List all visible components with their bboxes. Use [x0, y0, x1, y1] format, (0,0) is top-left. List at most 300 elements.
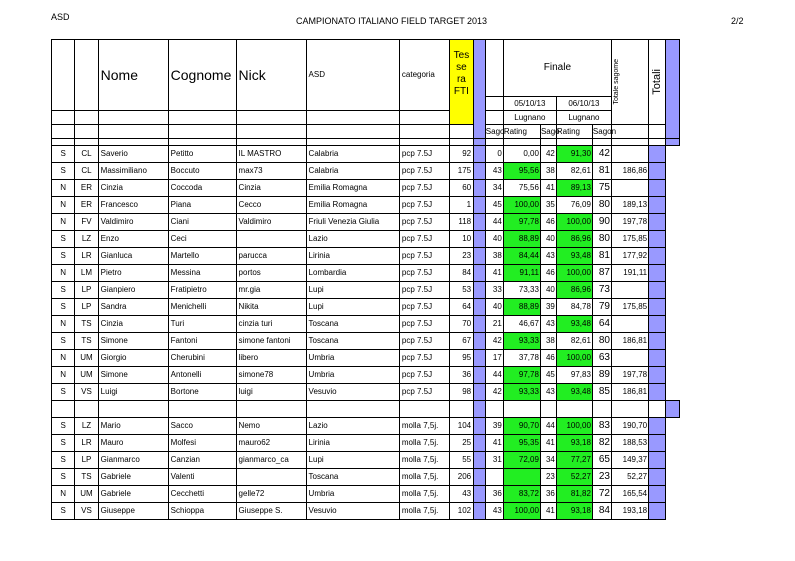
- cell-area: N: [52, 350, 75, 367]
- date-2: 06/10/13: [556, 97, 611, 111]
- cell-rating-1: 100,00: [503, 503, 540, 520]
- cell-nick: gelle72: [236, 486, 306, 503]
- cell-sago-1: 40: [485, 231, 503, 248]
- cell-nome: Simone: [98, 367, 168, 384]
- cell-categoria: molla 7,5j.: [399, 435, 449, 452]
- cell-region: UM: [75, 486, 98, 503]
- cell-sago-1: 39: [485, 418, 503, 435]
- cell-totale-sagome: 72: [592, 486, 611, 503]
- table-row: [52, 452, 680, 469]
- cell-asd: Lazio: [306, 231, 399, 248]
- cell-area: S: [52, 503, 75, 520]
- table-row: [52, 299, 680, 316]
- cell-rating-2: 93,18: [556, 503, 592, 520]
- cell-totali: 149,37: [612, 452, 649, 469]
- cell-cognome: Valenti: [168, 469, 236, 486]
- cell-totali: 197,78: [612, 367, 649, 384]
- cell-tessera: 70: [449, 316, 473, 333]
- cell-area: N: [52, 367, 75, 384]
- cell-rating-1: 75,56: [503, 180, 540, 197]
- cell-tessera: 25: [449, 435, 473, 452]
- cell-nick: libero: [236, 350, 306, 367]
- cell-asd: Calabria: [306, 163, 399, 180]
- cell-sago-2: 40: [540, 282, 556, 299]
- cell-nick: parucca: [236, 248, 306, 265]
- cell-region: VS: [75, 503, 98, 520]
- table-row: [52, 146, 680, 163]
- cell-nome: Pietro: [98, 265, 168, 282]
- cell-nick: simone fantoni: [236, 333, 306, 350]
- header-row-1: [52, 40, 680, 97]
- cell-categoria: molla 7,5j.: [399, 503, 449, 520]
- cell-totali: [612, 180, 649, 197]
- cell-region: LP: [75, 452, 98, 469]
- table-row: [52, 316, 680, 333]
- cell-nome: Massimiliano: [98, 163, 168, 180]
- cell-cognome: Molfesi: [168, 435, 236, 452]
- cell-nome: Gabriele: [98, 469, 168, 486]
- cell-tessera: 55: [449, 452, 473, 469]
- cell-rating-1: 93,33: [503, 384, 540, 401]
- cell-cognome: Messina: [168, 265, 236, 282]
- cell-totali: 186,81: [612, 333, 649, 350]
- cell-sago-2: 41: [540, 435, 556, 452]
- cell-sago-1: 17: [485, 350, 503, 367]
- loc-1: Lugnano: [503, 111, 556, 125]
- cell-nome: Gianluca: [98, 248, 168, 265]
- sub-sago-1: Sago: [485, 125, 503, 139]
- cell-sago-2: 46: [540, 214, 556, 231]
- cell-tessera: 104: [449, 418, 473, 435]
- table-row: [52, 418, 680, 435]
- cell-totale-sagome: 42: [592, 146, 611, 163]
- col-asd: ASD: [306, 40, 399, 111]
- cell-nick: mauro62: [236, 435, 306, 452]
- cell-cognome: Ciani: [168, 214, 236, 231]
- cell-cognome: Petitto: [168, 146, 236, 163]
- cell-sago-1: 44: [485, 214, 503, 231]
- cell-totali: 175,85: [612, 231, 649, 248]
- cell-rating-1: [503, 469, 540, 486]
- table-row: [52, 469, 680, 486]
- cell-totale-sagome: 83: [592, 418, 611, 435]
- cell-rating-1: 93,33: [503, 333, 540, 350]
- table-row: [52, 350, 680, 367]
- cell-nome: Sandra: [98, 299, 168, 316]
- cell-nick: max73: [236, 163, 306, 180]
- date-1: 05/10/13: [503, 97, 556, 111]
- table-row: [52, 435, 680, 452]
- cell-nome: Simone: [98, 333, 168, 350]
- cell-totali: 188,53: [612, 435, 649, 452]
- cell-rating-2: 93,48: [556, 248, 592, 265]
- cell-sago-1: 43: [485, 503, 503, 520]
- cell-totale-sagome: 87: [592, 265, 611, 282]
- cell-nick: [236, 231, 306, 248]
- cell-asd: Lazio: [306, 418, 399, 435]
- cell-nome: Valdimiro: [98, 214, 168, 231]
- cell-rating-1: 97,78: [503, 214, 540, 231]
- table-row: [52, 197, 680, 214]
- cell-categoria: pcp 7.5J: [399, 316, 449, 333]
- cell-sago-1: 31: [485, 452, 503, 469]
- cell-sago-2: 42: [540, 146, 556, 163]
- cell-totale-sagome: 80: [592, 231, 611, 248]
- cell-rating-2: 100,00: [556, 214, 592, 231]
- cell-sago-1: 21: [485, 316, 503, 333]
- cell-totali: 189,13: [612, 197, 649, 214]
- cell-sago-1: 38: [485, 248, 503, 265]
- cell-area: S: [52, 384, 75, 401]
- cell-sago-1: 33: [485, 282, 503, 299]
- cell-area: S: [52, 435, 75, 452]
- cell-cognome: Schioppa: [168, 503, 236, 520]
- cell-rating-2: 77,27: [556, 452, 592, 469]
- cell-totali: [612, 350, 649, 367]
- cell-tessera: 10: [449, 231, 473, 248]
- cell-cognome: Cherubini: [168, 350, 236, 367]
- cell-categoria: pcp 7.5J: [399, 214, 449, 231]
- cell-region: LR: [75, 435, 98, 452]
- cell-area: N: [52, 265, 75, 282]
- cell-rating-1: 88,89: [503, 231, 540, 248]
- cell-tessera: 118: [449, 214, 473, 231]
- header-left: ASD: [51, 12, 70, 22]
- cell-totali: 191,11: [612, 265, 649, 282]
- cell-sago-2: 38: [540, 333, 556, 350]
- cell-totale-sagome: 80: [592, 333, 611, 350]
- cell-asd: Lombardia: [306, 265, 399, 282]
- cell-rating-2: 93,48: [556, 316, 592, 333]
- cell-sago-2: 43: [540, 248, 556, 265]
- cell-rating-2: 84,78: [556, 299, 592, 316]
- cell-tessera: 102: [449, 503, 473, 520]
- cell-rating-2: 52,27: [556, 469, 592, 486]
- cell-nome: Francesco: [98, 197, 168, 214]
- cell-nick: Nemo: [236, 418, 306, 435]
- cell-region: CL: [75, 163, 98, 180]
- cell-sago-2: 44: [540, 418, 556, 435]
- cell-rating-1: 100,00: [503, 197, 540, 214]
- cell-area: S: [52, 469, 75, 486]
- cell-categoria: pcp 7.5J: [399, 163, 449, 180]
- cell-area: N: [52, 316, 75, 333]
- cell-totali: 175,85: [612, 299, 649, 316]
- cell-rating-2: 81,82: [556, 486, 592, 503]
- col-tessera: Tes se ra FTI: [449, 40, 473, 125]
- cell-sago-2: 46: [540, 350, 556, 367]
- cell-totali: [612, 146, 649, 163]
- cell-rating-1: 0,00: [503, 146, 540, 163]
- table-row: [52, 333, 680, 350]
- cell-nick: luigi: [236, 384, 306, 401]
- cell-asd: Vesuvio: [306, 384, 399, 401]
- cell-totale-sagome: 90: [592, 214, 611, 231]
- col-nick: Nick: [236, 40, 306, 111]
- cell-rating-1: 46,67: [503, 316, 540, 333]
- cell-region: ER: [75, 180, 98, 197]
- cell-rating-1: 72,09: [503, 452, 540, 469]
- cell-rating-1: 73,33: [503, 282, 540, 299]
- table-row: [52, 367, 680, 384]
- cell-totali: 190,70: [612, 418, 649, 435]
- cell-area: S: [52, 452, 75, 469]
- col-totali: Totali: [651, 69, 664, 95]
- cell-area: N: [52, 214, 75, 231]
- cell-area: S: [52, 231, 75, 248]
- cell-nick: simone78: [236, 367, 306, 384]
- cell-area: N: [52, 180, 75, 197]
- cell-rating-1: 95,35: [503, 435, 540, 452]
- cell-rating-2: 89,13: [556, 180, 592, 197]
- cell-nick: Valdimiro: [236, 214, 306, 231]
- cell-categoria: pcp 7.5J: [399, 265, 449, 282]
- cell-asd: Umbria: [306, 486, 399, 503]
- cell-tessera: 98: [449, 384, 473, 401]
- cell-tessera: 64: [449, 299, 473, 316]
- cell-area: S: [52, 146, 75, 163]
- cell-asd: Friuli Venezia Giulia: [306, 214, 399, 231]
- cell-totale-sagome: 81: [592, 163, 611, 180]
- cell-rating-1: 91,11: [503, 265, 540, 282]
- cell-region: LZ: [75, 231, 98, 248]
- cell-asd: Toscana: [306, 469, 399, 486]
- cell-cognome: Bortone: [168, 384, 236, 401]
- cell-sago-1: 44: [485, 367, 503, 384]
- cell-totale-sagome: 64: [592, 316, 611, 333]
- cell-sago-1: 42: [485, 333, 503, 350]
- cell-nick: Cecco: [236, 197, 306, 214]
- cell-totali: [612, 282, 649, 299]
- cell-nome: Saverio: [98, 146, 168, 163]
- cell-region: TS: [75, 469, 98, 486]
- cell-sago-1: 41: [485, 265, 503, 282]
- cell-area: S: [52, 248, 75, 265]
- cell-asd: Toscana: [306, 333, 399, 350]
- cell-sago-2: 23: [540, 469, 556, 486]
- cell-nick: gianmarco_ca: [236, 452, 306, 469]
- cell-categoria: pcp 7.5J: [399, 146, 449, 163]
- cell-totali: 177,92: [612, 248, 649, 265]
- cell-rating-2: 82,61: [556, 163, 592, 180]
- cell-sago-2: 40: [540, 231, 556, 248]
- cell-tessera: 36: [449, 367, 473, 384]
- table-row: [52, 486, 680, 503]
- cell-asd: Umbria: [306, 350, 399, 367]
- cell-region: ER: [75, 197, 98, 214]
- cell-totale-sagome: 23: [592, 469, 611, 486]
- cell-rating-1: 95,56: [503, 163, 540, 180]
- cell-rating-2: 93,48: [556, 384, 592, 401]
- col-totale-sagome: Totale sagome: [613, 59, 620, 105]
- table-row: [52, 180, 680, 197]
- cell-totale-sagome: 63: [592, 350, 611, 367]
- loc-2: Lugnano: [556, 111, 611, 125]
- cell-nick: cinzia turi: [236, 316, 306, 333]
- cell-categoria: pcp 7.5J: [399, 197, 449, 214]
- cell-nome: Gianmarco: [98, 452, 168, 469]
- cell-categoria: pcp 7.5J: [399, 384, 449, 401]
- cell-nome: Luigi: [98, 384, 168, 401]
- page-number: 2/2: [731, 16, 744, 26]
- cell-sago-1: 36: [485, 486, 503, 503]
- cell-region: CL: [75, 146, 98, 163]
- cell-nick: Nikita: [236, 299, 306, 316]
- cell-cognome: Boccuto: [168, 163, 236, 180]
- cell-cognome: Cecchetti: [168, 486, 236, 503]
- cell-sago-1: 34: [485, 180, 503, 197]
- cell-asd: Lirinia: [306, 435, 399, 452]
- cell-sago-2: 38: [540, 163, 556, 180]
- cell-rating-2: 100,00: [556, 418, 592, 435]
- cell-nick: Cinzia: [236, 180, 306, 197]
- cell-asd: Emilia Romagna: [306, 197, 399, 214]
- table-row: [52, 231, 680, 248]
- cell-asd: Umbria: [306, 367, 399, 384]
- cell-asd: Vesuvio: [306, 503, 399, 520]
- cell-sago-2: 39: [540, 299, 556, 316]
- cell-cognome: Ceci: [168, 231, 236, 248]
- cell-cognome: Fratipietro: [168, 282, 236, 299]
- cell-region: UM: [75, 350, 98, 367]
- cell-region: LZ: [75, 418, 98, 435]
- cell-rating-1: 88,89: [503, 299, 540, 316]
- cell-sago-1: 41: [485, 435, 503, 452]
- cell-sago-1: [485, 469, 503, 486]
- cell-cognome: Martello: [168, 248, 236, 265]
- cell-tessera: 43: [449, 486, 473, 503]
- cell-totale-sagome: 89: [592, 367, 611, 384]
- cell-tessera: 84: [449, 265, 473, 282]
- cell-categoria: pcp 7.5J: [399, 367, 449, 384]
- cell-categoria: molla 7,5j.: [399, 469, 449, 486]
- cell-area: N: [52, 197, 75, 214]
- cell-area: S: [52, 163, 75, 180]
- cell-rating-1: 84,44: [503, 248, 540, 265]
- results-table: [51, 39, 680, 520]
- cell-sago-1: 0: [485, 146, 503, 163]
- cell-tessera: 92: [449, 146, 473, 163]
- cell-tessera: 53: [449, 282, 473, 299]
- cell-sago-1: 40: [485, 299, 503, 316]
- cell-rating-1: 37,78: [503, 350, 540, 367]
- cell-totale-sagome: 82: [592, 435, 611, 452]
- table-row: [52, 282, 680, 299]
- cell-rating-2: 86,96: [556, 231, 592, 248]
- cell-categoria: pcp 7.5J: [399, 282, 449, 299]
- cell-totale-sagome: 75: [592, 180, 611, 197]
- table-row: [52, 503, 680, 520]
- cell-totali: 197,78: [612, 214, 649, 231]
- cell-nick: Giuseppe S.: [236, 503, 306, 520]
- cell-region: TS: [75, 316, 98, 333]
- cell-categoria: pcp 7.5J: [399, 350, 449, 367]
- cell-nome: Gianpiero: [98, 282, 168, 299]
- col-cognome: Cognome: [168, 40, 236, 111]
- cell-categoria: pcp 7.5J: [399, 180, 449, 197]
- cell-categoria: molla 7,5j.: [399, 418, 449, 435]
- cell-sago-2: 35: [540, 197, 556, 214]
- cell-categoria: pcp 7.5J: [399, 231, 449, 248]
- cell-categoria: pcp 7.5J: [399, 248, 449, 265]
- cell-asd: Toscana: [306, 316, 399, 333]
- cell-nick: mr.gia: [236, 282, 306, 299]
- cell-categoria: pcp 7.5J: [399, 333, 449, 350]
- cell-nome: Cinzia: [98, 180, 168, 197]
- cell-nick: IL MASTRO: [236, 146, 306, 163]
- cell-tessera: 67: [449, 333, 473, 350]
- cell-nome: Giuseppe: [98, 503, 168, 520]
- cell-cognome: Turi: [168, 316, 236, 333]
- cell-cognome: Piana: [168, 197, 236, 214]
- cell-region: LR: [75, 248, 98, 265]
- page-title: CAMPIONATO ITALIANO FIELD TARGET 2013: [296, 16, 488, 26]
- cell-area: S: [52, 418, 75, 435]
- cell-categoria: molla 7,5j.: [399, 452, 449, 469]
- cell-nome: Gabriele: [98, 486, 168, 503]
- cell-rating-2: 86,96: [556, 282, 592, 299]
- cell-area: S: [52, 282, 75, 299]
- cell-nome: Mauro: [98, 435, 168, 452]
- cell-tessera: 1: [449, 197, 473, 214]
- cell-totali: 52,27: [612, 469, 649, 486]
- col-nome: Nome: [98, 40, 168, 111]
- cell-asd: Lupi: [306, 452, 399, 469]
- cell-area: S: [52, 299, 75, 316]
- cell-rating-1: 97,78: [503, 367, 540, 384]
- cell-totali: 165,54: [612, 486, 649, 503]
- cell-nome: Giorgio: [98, 350, 168, 367]
- cell-cognome: Canzian: [168, 452, 236, 469]
- cell-nick: [236, 469, 306, 486]
- cell-asd: Lupi: [306, 282, 399, 299]
- cell-totale-sagome: 73: [592, 282, 611, 299]
- table-row: [52, 248, 680, 265]
- cell-totale-sagome: 79: [592, 299, 611, 316]
- cell-cognome: Antonelli: [168, 367, 236, 384]
- cell-rating-2: 82,61: [556, 333, 592, 350]
- cell-region: FV: [75, 214, 98, 231]
- cell-rating-1: 90,70: [503, 418, 540, 435]
- cell-rating-2: 91,30: [556, 146, 592, 163]
- cell-tessera: 175: [449, 163, 473, 180]
- cell-totale-sagome: 80: [592, 197, 611, 214]
- cell-region: LM: [75, 265, 98, 282]
- cell-sago-2: 45: [540, 367, 556, 384]
- cell-sago-2: 41: [540, 503, 556, 520]
- cell-tessera: 23: [449, 248, 473, 265]
- table-row: [52, 163, 680, 180]
- cell-totale-sagome: 84: [592, 503, 611, 520]
- cell-area: S: [52, 333, 75, 350]
- cell-region: VS: [75, 384, 98, 401]
- cell-rating-2: 76,09: [556, 197, 592, 214]
- sub-rating-2: Rating: [556, 125, 592, 139]
- cell-sago-2: 41: [540, 180, 556, 197]
- cell-asd: Emilia Romagna: [306, 180, 399, 197]
- cell-region: UM: [75, 367, 98, 384]
- sub-rating-1: Rating: [503, 125, 540, 139]
- cell-sago-2: 34: [540, 452, 556, 469]
- table-row: [52, 265, 680, 282]
- cell-rating-1: 83,72: [503, 486, 540, 503]
- cell-nome: Mario: [98, 418, 168, 435]
- cell-nome: Cinzia: [98, 316, 168, 333]
- cell-totali: [612, 316, 649, 333]
- cell-tessera: 206: [449, 469, 473, 486]
- table-row: [52, 214, 680, 231]
- cell-asd: Lupi: [306, 299, 399, 316]
